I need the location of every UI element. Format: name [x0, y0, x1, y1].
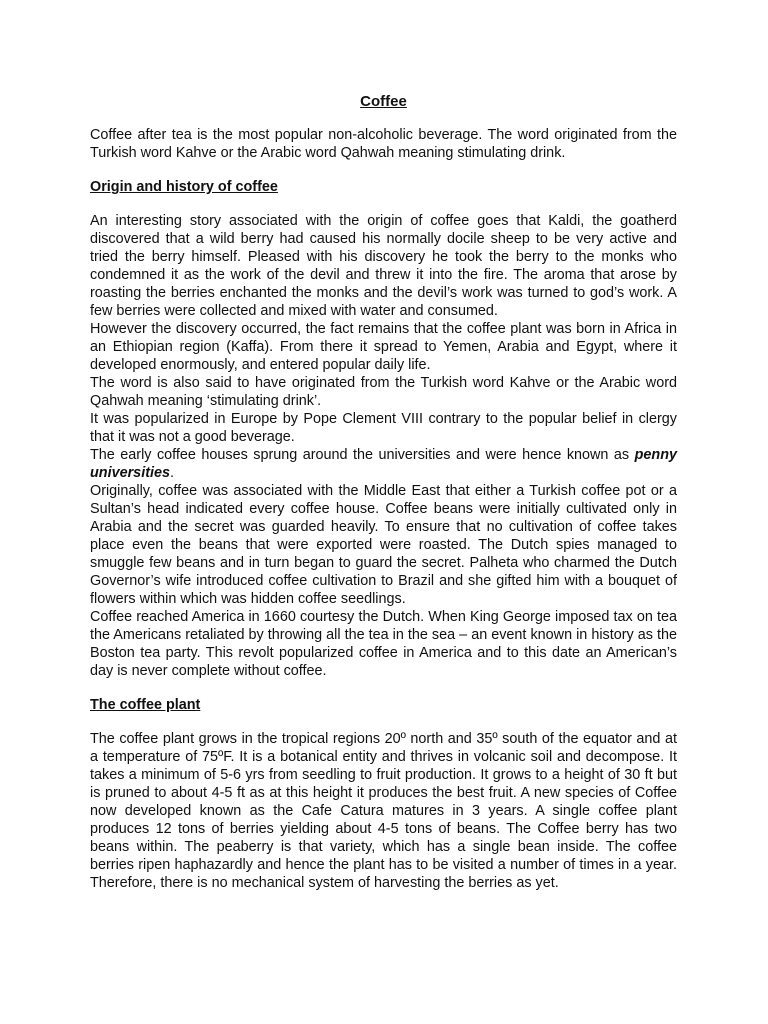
origin-paragraph-kaldi: An interesting story associated with the origin of coffee goes that Kaldi, the goatherd discovered that a wild berry had caused his normally docile sheep to be very active and tried the berry himself. Pleased with his discovery he took the berry to the monks who condemned it as the work of the devil and threw it into the fire. The aroma that arose by roasting the berries enchanted the monks and the devil’s work was turned to god’s work. A few berries were collected and mixed with water and consumed.: [90, 213, 677, 319]
origin-paragraph-america: Coffee reached America in 1660 courtesy the Dutch. When King George imposed tax on tea the Americans retaliated by throwing all the tea in the sea – an event known in history as the Boston tea party. This revolt popularized coffee in America and to this date an American’s day is never complete without coffee.: [90, 609, 677, 679]
penny-universities-emphasis: penny universities: [90, 447, 677, 481]
intro-paragraph: Coffee after tea is the most popular non-alcoholic beverage. The word originated from the Turkish word Kahve or the Arabic word Qahwah meaning stimulating drink.: [90, 127, 677, 161]
origin-paragraph-europe: It was popularized in Europe by Pope Clement VIII contrary to the popular belief in clergy that it was not a good beverage.: [90, 411, 677, 445]
section-heading-plant: The coffee plant: [90, 697, 201, 713]
origin-paragraph-ethiopia: However the discovery occurred, the fact remains that the coffee plant was born in Africa in an Ethiopian region (Kaffa). From there it spread to Yemen, Arabia and Egypt, where it developed enormously, and entered popular daily life.: [90, 321, 677, 373]
document-title: Coffee: [360, 93, 407, 110]
section-heading-origin: Origin and history of coffee: [90, 179, 278, 195]
universities-text: The early coffee houses sprung around the universities and were hence known as: [90, 447, 635, 463]
universities-period: .: [170, 465, 174, 481]
spacer: [90, 162, 677, 178]
plant-paragraph: The coffee plant grows in the tropical regions 20º north and 35º south of the equator and at a temperature of 75ºF. It is a botanical entity and thrives in volcanic soil and decompose. It takes a minimum of 5-6 yrs from seedling to fruit production. It grows to a height of 30 ft but is pruned to about 4-5 ft as at this height it produces the best fruit. A new species of Coffee now developed known as the Cafe Catura matures in 3 years. A single coffee plant produces 12 tons of berries yielding about 4-5 tons of beans. The Coffee berry has two beans within. The peaberry is that variety, which has a single bean inside. The coffee berries ripen haphazardly and hence the plant has to be visited a number of times in a year. Therefore, there is no mechanical system of harvesting the berries as yet.: [90, 731, 677, 891]
origin-paragraph-middle-east: Originally, coffee was associated with the Middle East that either a Turkish coffee pot or a Sultan’s head indicated every coffee house. Coffee beans were initially cultivated only in Arabia and the secret was guarded heavily. To ensure that no cultivation of coffee takes place even the beans that were exported were roasted. The Dutch spies managed to smuggle few beans and in turn began to guard the secret. Palheta who charmed the Dutch Governor’s wife introduced coffee cultivation to Brazil and she gifted him with a bouquet of flowers within which was hidden coffee seedlings.: [90, 483, 677, 607]
origin-paragraph-universities: [90, 446, 677, 482]
origin-paragraph-word: The word is also said to have originated from the Turkish word Kahve or the Arabic word Qahwah meaning ‘stimulating drink’.: [90, 375, 677, 409]
document-body: [90, 92, 677, 892]
spacer: [90, 714, 677, 730]
spacer: [90, 196, 677, 212]
spacer: [90, 680, 677, 696]
